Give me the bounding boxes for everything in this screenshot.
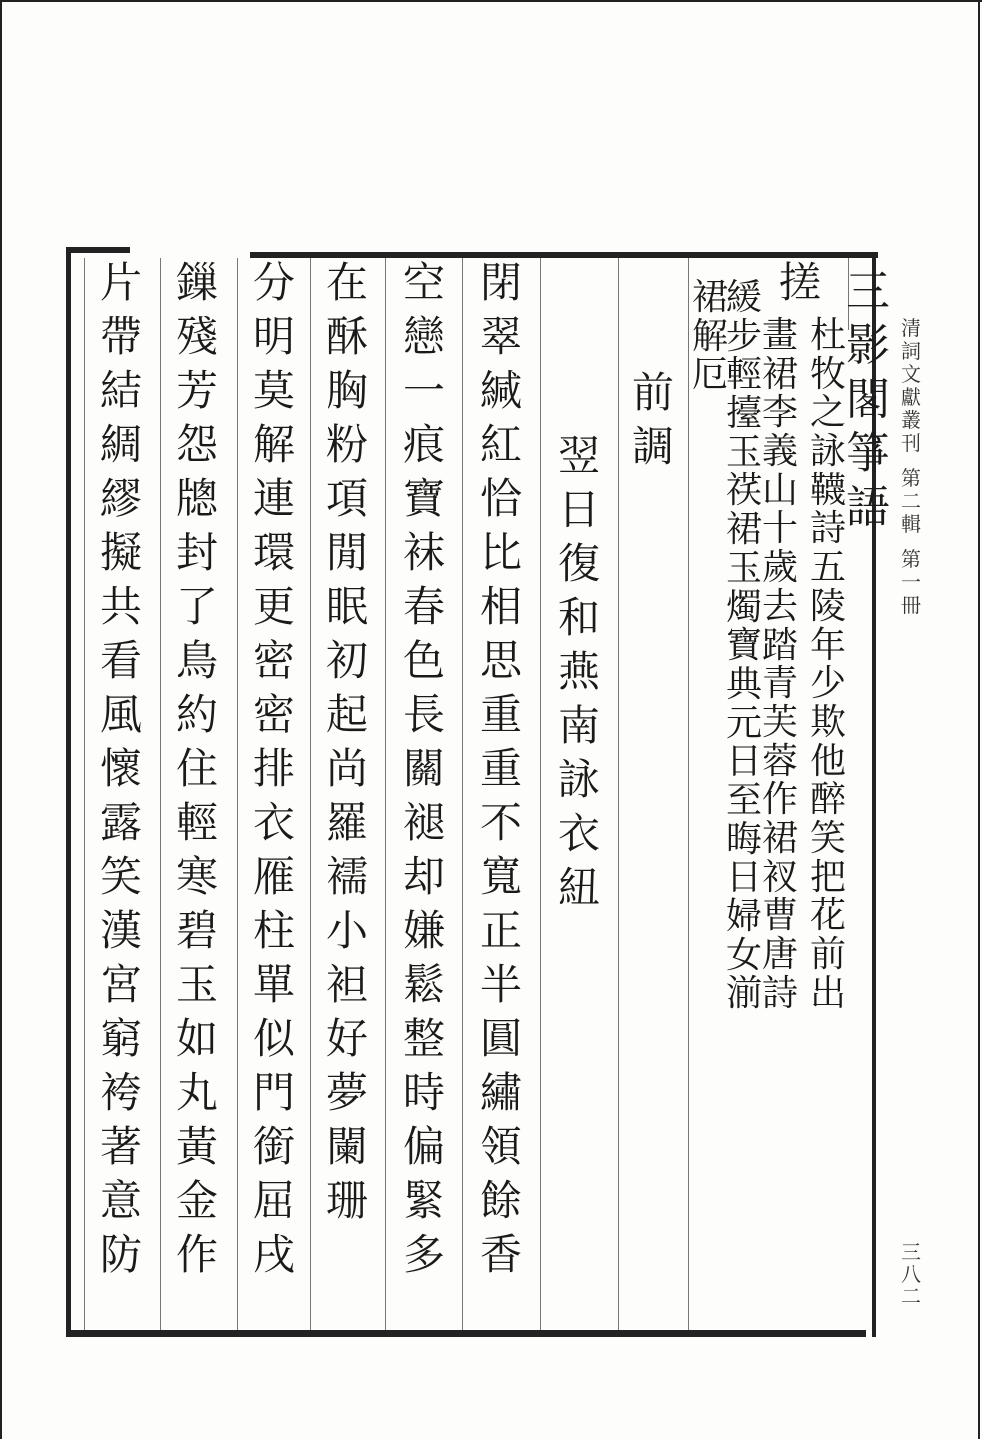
glyph: 詩 bbox=[761, 972, 798, 1014]
glyph: 香 bbox=[479, 1230, 522, 1279]
glyph: 露 bbox=[99, 798, 142, 847]
glyph: 紐 bbox=[557, 863, 600, 912]
glyph: 解 bbox=[252, 420, 295, 469]
glyph: 閒 bbox=[325, 528, 368, 577]
glyph: 春 bbox=[402, 582, 445, 631]
glyph: 李 bbox=[761, 392, 798, 434]
glyph: 思 bbox=[479, 636, 522, 685]
glyph: 闌 bbox=[325, 1122, 368, 1171]
glyph: 宮 bbox=[99, 960, 142, 1009]
glyph: 芳 bbox=[175, 366, 218, 415]
glyph: 尚 bbox=[325, 744, 368, 793]
text-column bbox=[800, 315, 856, 1014]
glyph: 半 bbox=[479, 960, 522, 1009]
glyph: 裙 bbox=[691, 277, 728, 318]
glyph: 唐 bbox=[761, 934, 798, 975]
glyph: 帶 bbox=[99, 312, 142, 361]
glyph: 清 bbox=[901, 316, 921, 340]
page-number bbox=[898, 1242, 924, 1308]
glyph: 初 bbox=[325, 636, 368, 685]
glyph: 第 bbox=[901, 547, 921, 571]
glyph: 約 bbox=[175, 690, 218, 739]
glyph: 鬆 bbox=[402, 960, 445, 1009]
glyph: 輯 bbox=[901, 512, 921, 536]
glyph: 密 bbox=[252, 636, 295, 685]
glyph: 畫 bbox=[761, 315, 798, 356]
glyph: 片 bbox=[99, 258, 142, 307]
glyph: 影 bbox=[846, 320, 890, 371]
glyph: 領 bbox=[479, 1122, 522, 1171]
column-rule bbox=[310, 258, 311, 1330]
glyph: 日 bbox=[725, 741, 762, 783]
text-column bbox=[770, 258, 830, 316]
glyph: 詠 bbox=[557, 755, 600, 804]
glyph: 珊 bbox=[325, 1176, 368, 1225]
glyph: 住 bbox=[175, 744, 218, 793]
glyph: 風 bbox=[99, 690, 142, 739]
column-rule bbox=[540, 258, 541, 1330]
glyph: 粉 bbox=[325, 420, 368, 469]
glyph: 箏 bbox=[846, 428, 890, 479]
glyph: 懷 bbox=[99, 744, 142, 793]
glyph: 排 bbox=[252, 744, 295, 793]
glyph: 元 bbox=[725, 702, 762, 744]
glyph: 去 bbox=[761, 585, 798, 627]
glyph: 陵 bbox=[809, 585, 846, 627]
glyph: 相 bbox=[479, 582, 522, 631]
column-rule bbox=[385, 258, 386, 1330]
glyph: 胸 bbox=[325, 366, 368, 415]
column-rule bbox=[160, 258, 161, 1330]
glyph: 更 bbox=[252, 582, 295, 631]
glyph: 輕 bbox=[175, 798, 218, 847]
glyph: 䄏 bbox=[725, 470, 762, 512]
glyph: 單 bbox=[252, 960, 295, 1009]
glyph: 丸 bbox=[175, 1068, 218, 1117]
glyph: 至 bbox=[725, 779, 762, 821]
glyph: 好 bbox=[325, 1014, 368, 1063]
glyph: 看 bbox=[99, 636, 142, 685]
scan-border-left bbox=[0, 0, 2, 1439]
scan-border-top bbox=[0, 0, 982, 2]
column-rule bbox=[688, 258, 689, 1330]
glyph: 結 bbox=[99, 366, 142, 415]
glyph: 步 bbox=[725, 315, 762, 357]
text-column bbox=[393, 258, 455, 1288]
text-column bbox=[243, 258, 305, 1288]
glyph: 晦 bbox=[725, 818, 762, 860]
glyph: 作 bbox=[175, 1230, 218, 1279]
glyph: 牧 bbox=[809, 353, 846, 395]
glyph: 恰 bbox=[479, 474, 522, 523]
glyph: 笑 bbox=[99, 852, 142, 901]
glyph: 文 bbox=[901, 362, 921, 386]
glyph: 和 bbox=[557, 593, 600, 642]
glyph: 莫 bbox=[252, 366, 295, 415]
glyph: 出 bbox=[809, 972, 846, 1014]
text-column bbox=[90, 258, 152, 1288]
glyph: 調 bbox=[631, 422, 674, 471]
glyph: 嫌 bbox=[402, 906, 445, 955]
frame-top-left-rule bbox=[66, 247, 130, 253]
frame-left-rule bbox=[66, 247, 71, 1337]
glyph: 戌 bbox=[252, 1230, 295, 1279]
glyph: 鏁 bbox=[175, 258, 218, 307]
column-rule bbox=[462, 258, 463, 1330]
glyph: 緊 bbox=[402, 1176, 445, 1225]
glyph: 袒 bbox=[325, 960, 368, 1009]
glyph: 三 bbox=[901, 1240, 921, 1264]
glyph: 裙 bbox=[761, 353, 798, 395]
glyph: 典 bbox=[725, 663, 762, 705]
glyph: 雁 bbox=[252, 852, 295, 901]
glyph: 在 bbox=[325, 258, 368, 307]
glyph: 前 bbox=[631, 368, 674, 417]
glyph: 連 bbox=[252, 474, 295, 523]
glyph: 湔 bbox=[725, 973, 762, 1015]
glyph: 黃 bbox=[175, 1122, 218, 1171]
glyph: 環 bbox=[252, 528, 295, 577]
glyph: 解 bbox=[691, 315, 728, 357]
glyph: 不 bbox=[479, 798, 522, 847]
glyph: 詞 bbox=[901, 339, 921, 363]
glyph: 燕 bbox=[557, 647, 600, 696]
glyph: 寶 bbox=[402, 474, 445, 523]
text-column-heading bbox=[622, 368, 684, 480]
text-column-subtitle bbox=[548, 431, 610, 921]
glyph: 緩 bbox=[725, 277, 762, 318]
glyph: 共 bbox=[99, 582, 142, 631]
glyph: 了 bbox=[175, 582, 218, 631]
glyph: 痕 bbox=[402, 420, 445, 469]
glyph: 芙 bbox=[761, 701, 798, 743]
glyph: 語 bbox=[846, 482, 890, 533]
glyph: 圓 bbox=[479, 1014, 522, 1063]
glyph: 鳥 bbox=[175, 636, 218, 685]
glyph: 比 bbox=[479, 528, 522, 577]
glyph: 日 bbox=[557, 485, 600, 534]
glyph: 密 bbox=[252, 690, 295, 739]
glyph: 整 bbox=[402, 1014, 445, 1063]
glyph: 空 bbox=[402, 258, 445, 307]
glyph: 銜 bbox=[252, 1122, 295, 1171]
glyph: 封 bbox=[175, 528, 218, 577]
series-title bbox=[898, 318, 924, 618]
glyph: 袴 bbox=[99, 1068, 142, 1117]
glyph: 酥 bbox=[325, 312, 368, 361]
glyph: 裙 bbox=[761, 817, 798, 859]
glyph: 衣 bbox=[252, 798, 295, 847]
column-rule bbox=[237, 258, 238, 1330]
glyph: 歲 bbox=[761, 547, 798, 589]
text-column bbox=[470, 258, 532, 1288]
glyph: 曹 bbox=[761, 895, 798, 937]
glyph: 色 bbox=[402, 636, 445, 685]
glyph: 義 bbox=[761, 431, 798, 473]
glyph: 翠 bbox=[479, 312, 522, 361]
glyph: 漢 bbox=[99, 906, 142, 955]
glyph: 翌 bbox=[557, 431, 600, 480]
text-column bbox=[316, 258, 378, 1234]
glyph: 青 bbox=[761, 663, 798, 705]
glyph: 著 bbox=[99, 1122, 142, 1171]
glyph: 詩 bbox=[809, 508, 846, 550]
glyph: 明 bbox=[252, 312, 295, 361]
glyph: 寶 bbox=[725, 625, 762, 667]
glyph: 偏 bbox=[402, 1122, 445, 1171]
glyph: 意 bbox=[99, 1176, 142, 1225]
glyph: 五 bbox=[809, 547, 846, 589]
glyph: 防 bbox=[99, 1230, 142, 1279]
glyph: 緘 bbox=[479, 366, 522, 415]
glyph: 關 bbox=[402, 744, 445, 793]
glyph: 第 bbox=[901, 466, 921, 490]
glyph: 南 bbox=[557, 701, 600, 750]
glyph: 分 bbox=[252, 258, 295, 307]
glyph: 二 bbox=[901, 489, 921, 513]
glyph: 碧 bbox=[175, 906, 218, 955]
glyph: 之 bbox=[809, 392, 846, 434]
column-rule bbox=[618, 258, 619, 1330]
glyph: 婦 bbox=[725, 896, 762, 937]
glyph: 重 bbox=[479, 744, 522, 793]
glyph: 袜 bbox=[402, 528, 445, 577]
glyph: 一 bbox=[901, 570, 921, 594]
glyph: 把 bbox=[809, 856, 846, 898]
glyph: 燭 bbox=[725, 586, 762, 628]
glyph: 厄 bbox=[691, 354, 728, 396]
glyph: 襦 bbox=[325, 852, 368, 901]
glyph: 獻 bbox=[901, 385, 921, 409]
glyph: 戀 bbox=[402, 312, 445, 361]
glyph: 如 bbox=[175, 1014, 218, 1063]
glyph: 正 bbox=[479, 906, 522, 955]
glyph: 屈 bbox=[252, 1176, 295, 1225]
glyph: 重 bbox=[479, 690, 522, 739]
glyph: 韈 bbox=[809, 469, 846, 511]
glyph: 繡 bbox=[479, 1068, 522, 1117]
glyph: 長 bbox=[402, 690, 445, 739]
glyph: 踏 bbox=[761, 624, 798, 666]
glyph: 擬 bbox=[99, 528, 142, 577]
glyph: 小 bbox=[325, 906, 368, 955]
glyph: 杜 bbox=[809, 315, 846, 356]
glyph: 蓉 bbox=[761, 740, 798, 782]
glyph: 二 bbox=[901, 1284, 921, 1308]
glyph: 時 bbox=[402, 1068, 445, 1117]
scan-border-right bbox=[978, 0, 980, 1439]
glyph: 衣 bbox=[557, 809, 600, 858]
glyph: 餘 bbox=[479, 1176, 522, 1225]
glyph: 他 bbox=[809, 740, 846, 782]
text-column bbox=[166, 258, 228, 1288]
text-column bbox=[684, 277, 736, 396]
glyph: 欺 bbox=[809, 701, 846, 743]
glyph: 寬 bbox=[479, 852, 522, 901]
glyph: 裙 bbox=[725, 509, 762, 551]
glyph: 玉 bbox=[175, 960, 218, 1009]
glyph: 搓 bbox=[778, 258, 821, 307]
glyph: 醉 bbox=[809, 779, 846, 821]
glyph: 一 bbox=[402, 366, 445, 415]
frame-bottom-rule bbox=[66, 1330, 866, 1337]
glyph: 十 bbox=[761, 508, 798, 550]
glyph: 笑 bbox=[809, 817, 846, 859]
glyph: 眠 bbox=[325, 582, 368, 631]
glyph: 窮 bbox=[99, 1014, 142, 1063]
glyph: 八 bbox=[901, 1262, 921, 1286]
glyph: 閉 bbox=[479, 258, 522, 307]
glyph: 多 bbox=[402, 1230, 445, 1279]
column-rule bbox=[84, 258, 85, 1330]
glyph: 年 bbox=[809, 624, 846, 666]
glyph: 作 bbox=[761, 779, 798, 821]
glyph: 詠 bbox=[809, 431, 846, 473]
glyph: 玉 bbox=[725, 547, 762, 589]
glyph: 前 bbox=[809, 934, 846, 975]
glyph: 牕 bbox=[175, 474, 218, 523]
glyph: 門 bbox=[252, 1068, 295, 1117]
glyph: 似 bbox=[252, 1014, 295, 1063]
glyph: 紅 bbox=[479, 420, 522, 469]
glyph: 衩 bbox=[761, 856, 798, 898]
glyph: 三 bbox=[846, 266, 890, 317]
glyph: 擡 bbox=[725, 393, 762, 435]
glyph: 怨 bbox=[175, 420, 218, 469]
glyph: 閣 bbox=[846, 374, 890, 425]
glyph: 叢 bbox=[901, 408, 921, 432]
glyph: 玉 bbox=[725, 431, 762, 473]
glyph: 寒 bbox=[175, 852, 218, 901]
glyph: 輕 bbox=[725, 354, 762, 396]
glyph: 項 bbox=[325, 474, 368, 523]
glyph: 少 bbox=[809, 663, 846, 705]
glyph: 褪 bbox=[402, 798, 445, 847]
glyph: 夢 bbox=[325, 1068, 368, 1117]
glyph: 起 bbox=[325, 690, 368, 739]
glyph: 日 bbox=[725, 857, 762, 899]
glyph: 綢 bbox=[99, 420, 142, 469]
glyph: 柱 bbox=[252, 906, 295, 955]
glyph: 羅 bbox=[325, 798, 368, 847]
glyph: 繆 bbox=[99, 474, 142, 523]
glyph: 復 bbox=[557, 539, 600, 588]
glyph: 山 bbox=[761, 469, 798, 511]
glyph: 却 bbox=[402, 852, 445, 901]
glyph: 金 bbox=[175, 1176, 218, 1225]
glyph: 女 bbox=[725, 934, 762, 976]
glyph: 殘 bbox=[175, 312, 218, 361]
glyph: 花 bbox=[809, 895, 846, 937]
glyph: 冊 bbox=[901, 593, 921, 617]
glyph: 刊 bbox=[901, 431, 921, 455]
